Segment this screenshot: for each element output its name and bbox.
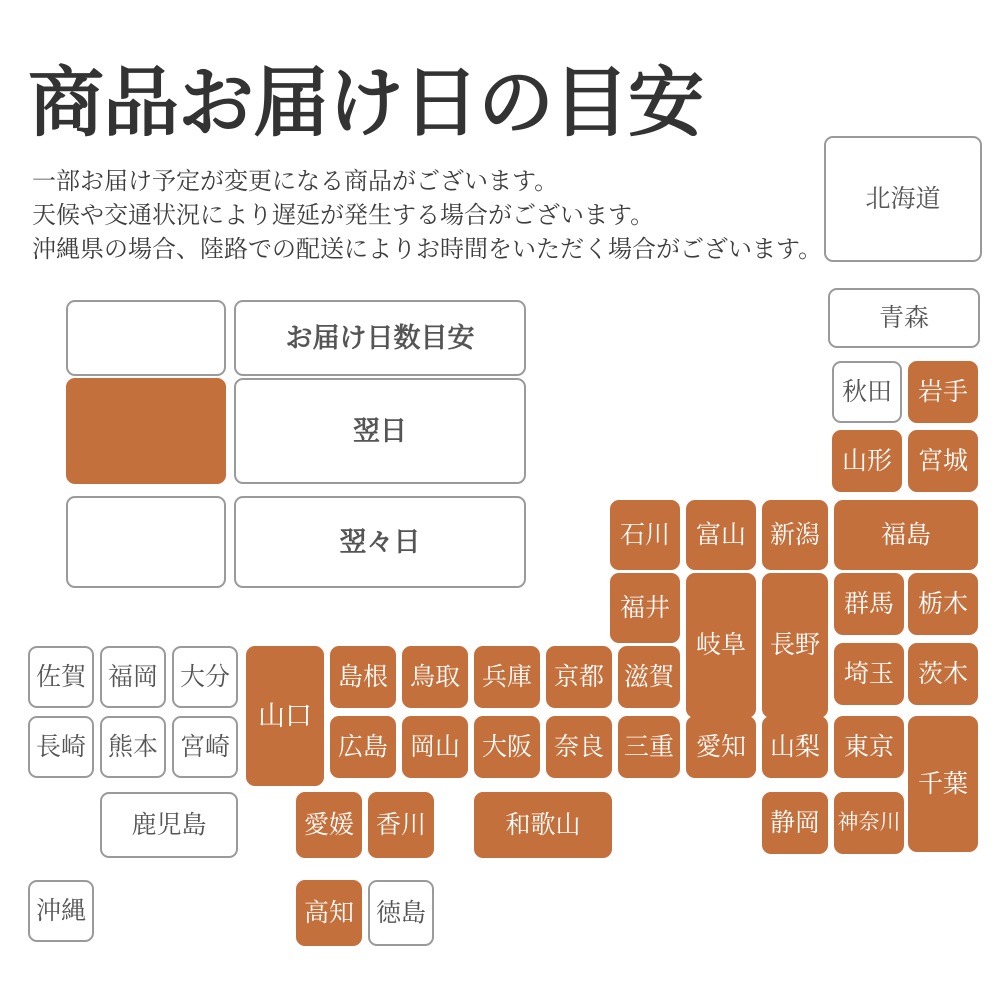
- prefecture-cell: 岩手: [908, 361, 978, 423]
- prefecture-cell: 兵庫: [474, 646, 540, 708]
- prefecture-cell: 長崎: [28, 716, 94, 778]
- prefecture-cell: 京都: [546, 646, 612, 708]
- prefecture-cell: 熊本: [100, 716, 166, 778]
- note-line-1: 一部お届け予定が変更になる商品がございます。: [32, 168, 559, 195]
- prefecture-cell: 宮崎: [172, 716, 238, 778]
- legend-header-label: お届け日数目安: [234, 300, 526, 376]
- prefecture-cell: 大阪: [474, 716, 540, 778]
- prefecture-cell: 和歌山: [474, 792, 612, 858]
- prefecture-cell: 愛媛: [296, 792, 362, 858]
- prefecture-cell: 神奈川: [834, 792, 904, 854]
- prefecture-cell: 茨木: [908, 643, 978, 705]
- prefecture-cell: 福井: [610, 573, 680, 643]
- legend-header-swatch: [66, 300, 226, 376]
- prefecture-cell: 岐阜: [686, 573, 756, 718]
- prefecture-cell: 新潟: [762, 500, 828, 570]
- prefecture-cell: 宮城: [908, 430, 978, 492]
- prefecture-cell: 福岡: [100, 646, 166, 708]
- notes-block: [32, 165, 822, 267]
- legend-label-two-days: 翌々日: [234, 496, 526, 588]
- prefecture-cell: 高知: [296, 880, 362, 946]
- prefecture-cell: 愛知: [686, 716, 756, 778]
- prefecture-cell: 千葉: [908, 716, 978, 852]
- prefecture-cell: 長野: [762, 573, 828, 718]
- prefecture-cell: 東京: [834, 716, 904, 778]
- prefecture-cell: 北海道: [824, 136, 982, 262]
- prefecture-cell: 香川: [368, 792, 434, 858]
- prefecture-cell: 山口: [246, 646, 324, 786]
- prefecture-cell: 青森: [828, 288, 980, 348]
- legend-swatch-two-days: [66, 496, 226, 588]
- page-title: 商品お届け日の目安: [28, 61, 703, 146]
- prefecture-cell: 徳島: [368, 880, 434, 946]
- prefecture-cell: 沖縄: [28, 880, 94, 942]
- legend-swatch-next-day: [66, 378, 226, 484]
- prefecture-cell: 山梨: [762, 716, 828, 778]
- prefecture-cell: 埼玉: [834, 643, 904, 705]
- prefecture-cell: 山形: [832, 430, 902, 492]
- prefecture-cell: 栃木: [908, 573, 978, 635]
- prefecture-cell: 富山: [686, 500, 756, 570]
- prefecture-cell: 静岡: [762, 792, 828, 854]
- prefecture-cell: 秋田: [832, 361, 902, 423]
- prefecture-cell: 大分: [172, 646, 238, 708]
- prefecture-cell: 鳥取: [402, 646, 468, 708]
- prefecture-cell: 石川: [610, 500, 680, 570]
- prefecture-cell: 三重: [618, 716, 680, 778]
- prefecture-cell: 奈良: [546, 716, 612, 778]
- note-line-3: 沖縄県の場合、陸路での配送によりお時間をいただく場合がございます。: [32, 236, 823, 263]
- prefecture-cell: 広島: [330, 716, 396, 778]
- legend-label-next-day: 翌日: [234, 378, 526, 484]
- prefecture-cell: 岡山: [402, 716, 468, 778]
- prefecture-cell: 島根: [330, 646, 396, 708]
- prefecture-cell: 佐賀: [28, 646, 94, 708]
- prefecture-cell: 鹿児島: [100, 792, 238, 858]
- prefecture-cell: 福島: [834, 500, 978, 570]
- note-line-2: 天候や交通状況により遅延が発生する場合がございます。: [32, 202, 655, 229]
- prefecture-cell: 群馬: [834, 573, 904, 635]
- prefecture-cell: 滋賀: [618, 646, 680, 708]
